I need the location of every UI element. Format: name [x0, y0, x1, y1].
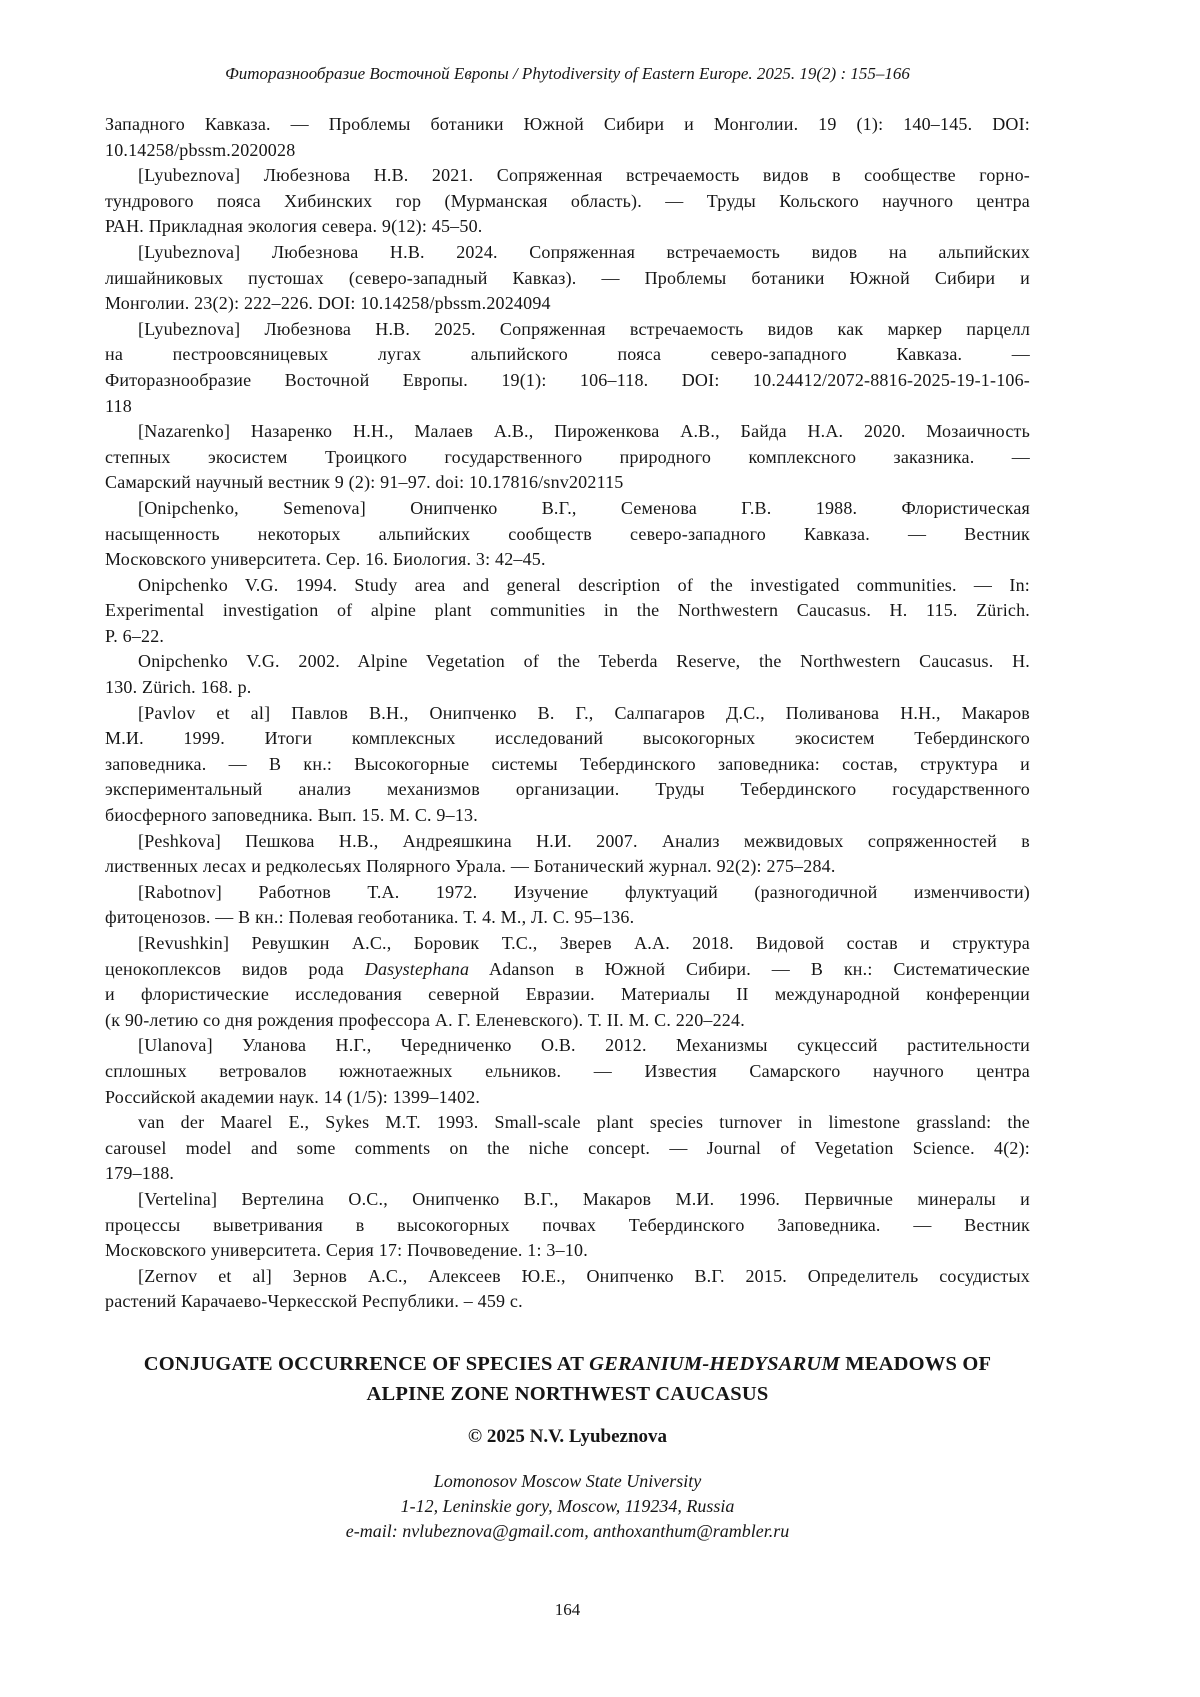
text-segment: РАН. Прикладная экология севера. 9(12): 45–50. — [105, 216, 483, 237]
reference-item — [105, 1110, 1030, 1187]
text-segment: на пестроовсяницевых лугах альпийского пояса северо-западного Кавказа. — — [105, 344, 1030, 365]
text-segment: Западного Кавказа. — Проблемы ботаники Южной Сибири и Монголии. 19 (1): 140–145. DOI: — [105, 114, 1030, 134]
reference-line — [105, 189, 1030, 215]
reference-item — [105, 701, 1030, 829]
reference-line — [105, 1008, 1030, 1034]
reference-item — [105, 1264, 1030, 1315]
reference-item — [105, 1033, 1030, 1110]
reference-item — [105, 496, 1030, 573]
text-segment: [Revushkin] Ревушкин А.С., Боровик Т.С., Зверев А.А. 2018. Видовой состав и структура — [138, 933, 1030, 953]
reference-line — [105, 317, 1030, 343]
text-segment: Российской академии наук. 14 (1/5): 1399–1402. — [105, 1086, 481, 1107]
reference-line — [105, 982, 1030, 1008]
reference-line — [105, 291, 1030, 317]
reference-line — [105, 240, 1030, 266]
text-segment: растений Карачаево-Черкесской Республики. – 459 с. — [105, 1291, 523, 1312]
text-segment: (к 90-летию со дня рождения профессора А. Г. Еленевского). Т. II. М. С. 220–224. — [105, 1009, 745, 1030]
reference-line — [105, 1238, 1030, 1264]
text-segment: Onipchenko V.G. 1994. Study area and general description of the investigated communities. — In: — [138, 574, 1030, 595]
reference-item — [105, 931, 1030, 1033]
page-number: 164 — [554, 1600, 581, 1619]
reference-line — [105, 701, 1030, 727]
affiliation-university: Lomonosov Moscow State University — [433, 1470, 702, 1491]
reference-line — [105, 1161, 1030, 1187]
reference-line — [105, 1059, 1030, 1085]
text-segment: экспериментальный анализ механизмов организации. Труды Тебердинского государственного — [105, 779, 1030, 800]
article-title-line — [105, 1379, 1030, 1409]
reference-line — [105, 1136, 1030, 1162]
text-segment: 130. Zürich. 168. p. — [105, 677, 252, 698]
text-segment: Московского университета. Серия 17: Почвоведение. 1: 3–10. — [105, 1240, 588, 1261]
text-segment: Adanson в Южной Сибири. — В кн.: Систематические — [469, 958, 1030, 979]
reference-line — [105, 214, 1030, 240]
reference-line — [105, 522, 1030, 548]
text-segment: 118 — [105, 395, 132, 416]
text-segment: [Pavlov et al] Павлов В.Н., Онипченко В. Г., Салпагаров Д.С., Поливанова Н.Н., Макаров — [138, 702, 1030, 723]
text-segment: [Zernov et al] Зернов А.С., Алексеев Ю.Е., Онипченко В.Г. 2015. Определитель сосудистых — [138, 1265, 1030, 1286]
reference-line — [105, 726, 1030, 752]
reference-line — [105, 112, 1030, 138]
reference-line — [105, 777, 1030, 803]
italic-text: GERANIUM-HEDYSARUM — [589, 1352, 840, 1375]
text-segment: [Rabotnov] Работнов Т.А. 1972. Изучение флуктуаций (разногодичной изменчивости) — [138, 881, 1030, 902]
text-segment: van der Maarel E., Sykes M.T. 1993. Small-scale plant species turnover in limestone grassland: the — [138, 1112, 1030, 1133]
reference-line — [105, 138, 1030, 164]
reference-item — [105, 573, 1030, 650]
reference-line — [105, 573, 1030, 599]
reference-line — [105, 419, 1030, 445]
reference-line — [105, 394, 1030, 420]
text-segment: [Lyubeznova] Любезнова Н.В. 2021. Сопряженная встречаемость видов в сообществе горно- — [138, 165, 1030, 186]
copyright-line: © 2025 N.V. Lyubeznova — [467, 1425, 668, 1447]
text-segment: Onipchenko V.G. 2002. Alpine Vegetation of the Teberda Reserve, the Northwestern Caucasus. H. — [138, 651, 1030, 672]
article-title-line — [105, 1349, 1030, 1379]
reference-item — [105, 317, 1030, 419]
reference-line — [105, 854, 1030, 880]
article-title — [105, 1349, 1030, 1409]
reference-line — [105, 931, 1030, 957]
text-segment: 179–188. — [105, 1163, 175, 1184]
text-segment: М.И. 1999. Итоги комплексных исследований высокогорных экосистем Тебердинского — [105, 728, 1030, 749]
text-segment: Московского университета. Сер. 16. Биология. 3: 42–45. — [105, 549, 546, 570]
text-segment: Фиторазнообразие Восточной Европы. 19(1): 106–118. DOI: 10.24412/2072-8816-2025-19-1-106- — [105, 369, 1030, 390]
text-segment: фитоценозов. — В кн.: Полевая геоботаника. Т. 4. М., Л. С. 95–136. — [105, 907, 635, 928]
reference-line — [105, 547, 1030, 573]
reference-line — [105, 163, 1030, 189]
references-list — [105, 112, 1030, 1315]
reference-line — [105, 1085, 1030, 1111]
text-segment: [Vertelina] Вертелина О.С., Онипченко В.Г., Макаров М.И. 1996. Первичные минералы и — [138, 1188, 1030, 1209]
reference-line — [105, 803, 1030, 829]
reference-line — [105, 1187, 1030, 1213]
page-content — [105, 0, 1030, 1619]
reference-line — [105, 445, 1030, 471]
reference-line — [105, 1289, 1030, 1315]
reference-line — [105, 752, 1030, 778]
reference-line — [105, 496, 1030, 522]
text-segment: насыщенность некоторых альпийских сообществ северо-западного Кавказа. — Вестник — [105, 523, 1030, 544]
italic-text: Dasystephana — [364, 958, 470, 979]
affiliation-block — [105, 1469, 1030, 1544]
text-segment: тундрового пояса Хибинских гор (Мурманская область). — Труды Кольского научного центра — [105, 190, 1030, 211]
affiliation-address: 1-12, Leninskie gory, Moscow, 119234, Russia — [400, 1495, 735, 1516]
text-segment: [Ulanova] Уланова Н.Г., Чередниченко О.В. 2012. Механизмы сукцессий растительности — [138, 1035, 1030, 1056]
reference-line — [105, 1264, 1030, 1290]
reference-line — [105, 342, 1030, 368]
reference-item — [105, 829, 1030, 880]
text-segment: CONJUGATE OCCURRENCE OF SPECIES AT — [143, 1352, 590, 1375]
text-segment: сплошных ветровалов южнотаежных ельников. — Известия Самарского научного центра — [105, 1060, 1030, 1081]
text-segment: [Nazarenko] Назаренко Н.Н., Малаев А.В., Пироженкова А.В., Байда Н.А. 2020. Мозаичность — [138, 421, 1030, 442]
text-segment: MEADOWS OF — [839, 1352, 992, 1375]
text-segment: [Lyubeznova] Любезнова Н.В. 2024. Сопряженная встречаемость видов на альпийских — [138, 241, 1030, 262]
reference-line — [105, 598, 1030, 624]
text-segment: carousel model and some comments on the niche concept. — Journal of Vegetation Science. 4(2): — [105, 1137, 1030, 1158]
reference-line — [105, 470, 1030, 496]
reference-item — [105, 1187, 1030, 1264]
reference-line — [105, 266, 1030, 292]
affiliation-email: e-mail: nvlubeznova@gmail.com, anthoxanthum@rambler.ru — [345, 1520, 790, 1541]
reference-line — [105, 829, 1030, 855]
text-segment: Монголии. 23(2): 222–226. DOI: 10.14258/pbssm.2024094 — [105, 293, 551, 314]
reference-item — [105, 419, 1030, 496]
text-segment: и флористические исследования северной Евразии. Материалы II международной конференции — [105, 984, 1030, 1005]
reference-item — [105, 880, 1030, 931]
text-segment: степных экосистем Троицкого государственного природного комплексного заказника. — — [105, 446, 1030, 467]
text-segment: P. 6–22. — [105, 625, 165, 646]
reference-line — [105, 880, 1030, 906]
text-segment: ценокоплексов видов рода — [105, 958, 365, 979]
reference-line — [105, 368, 1030, 394]
running-header: Фиторазнообразие Восточной Европы / Phytodiversity of Eastern Europe. 2025. 19(2) : 155–166 — [225, 64, 910, 83]
reference-line — [105, 1110, 1030, 1136]
reference-line — [105, 649, 1030, 675]
text-segment: лишайниковых пустошах (северо-западный Кавказ). — Проблемы ботаники Южной Сибири и — [105, 267, 1030, 288]
text-segment: [Lyubeznova] Любезнова Н.В. 2025. Сопряженная встречаемость видов как маркер парцелл — [138, 318, 1030, 339]
text-segment: заповедника. — В кн.: Высокогорные системы Тебердинского заповедника: состав, структура и — [105, 753, 1030, 774]
text-segment: [Onipchenko, Semenova] Онипченко В.Г., Семенова Г.В. 1988. Флористическая — [138, 497, 1030, 518]
reference-line — [105, 905, 1030, 931]
text-segment: [Peshkova] Пешкова Н.В., Андреяшкина Н.И. 2007. Анализ межвидовых сопряженностей в — [138, 830, 1030, 851]
reference-line — [105, 957, 1030, 983]
text-segment: биосферного заповедника. Вып. 15. М. С. 9–13. — [105, 805, 478, 826]
reference-line — [105, 675, 1030, 701]
text-segment: 10.14258/pbssm.2020028 — [105, 139, 296, 160]
reference-line — [105, 1033, 1030, 1059]
reference-item — [105, 163, 1030, 240]
text-segment: Самарский научный вестник 9 (2): 91–97. doi: 10.17816/snv202115 — [105, 472, 624, 493]
reference-item — [105, 649, 1030, 700]
text-segment: Experimental investigation of alpine plant communities in the Northwestern Caucasus. H. 115. Zürich. — [105, 600, 1030, 621]
reference-line — [105, 1213, 1030, 1239]
reference-item — [105, 240, 1030, 317]
reference-item — [105, 112, 1030, 163]
text-segment: ALPINE ZONE NORTHWEST CAUCASUS — [366, 1382, 769, 1405]
text-segment: лиственных лесах и редколесьях Полярного Урала. — Ботанический журнал. 92(2): 275–284. — [105, 856, 836, 877]
reference-line — [105, 624, 1030, 650]
text-segment: процессы выветривания в высокогорных почвах Тебердинского Заповедника. — Вестник — [105, 1214, 1030, 1235]
